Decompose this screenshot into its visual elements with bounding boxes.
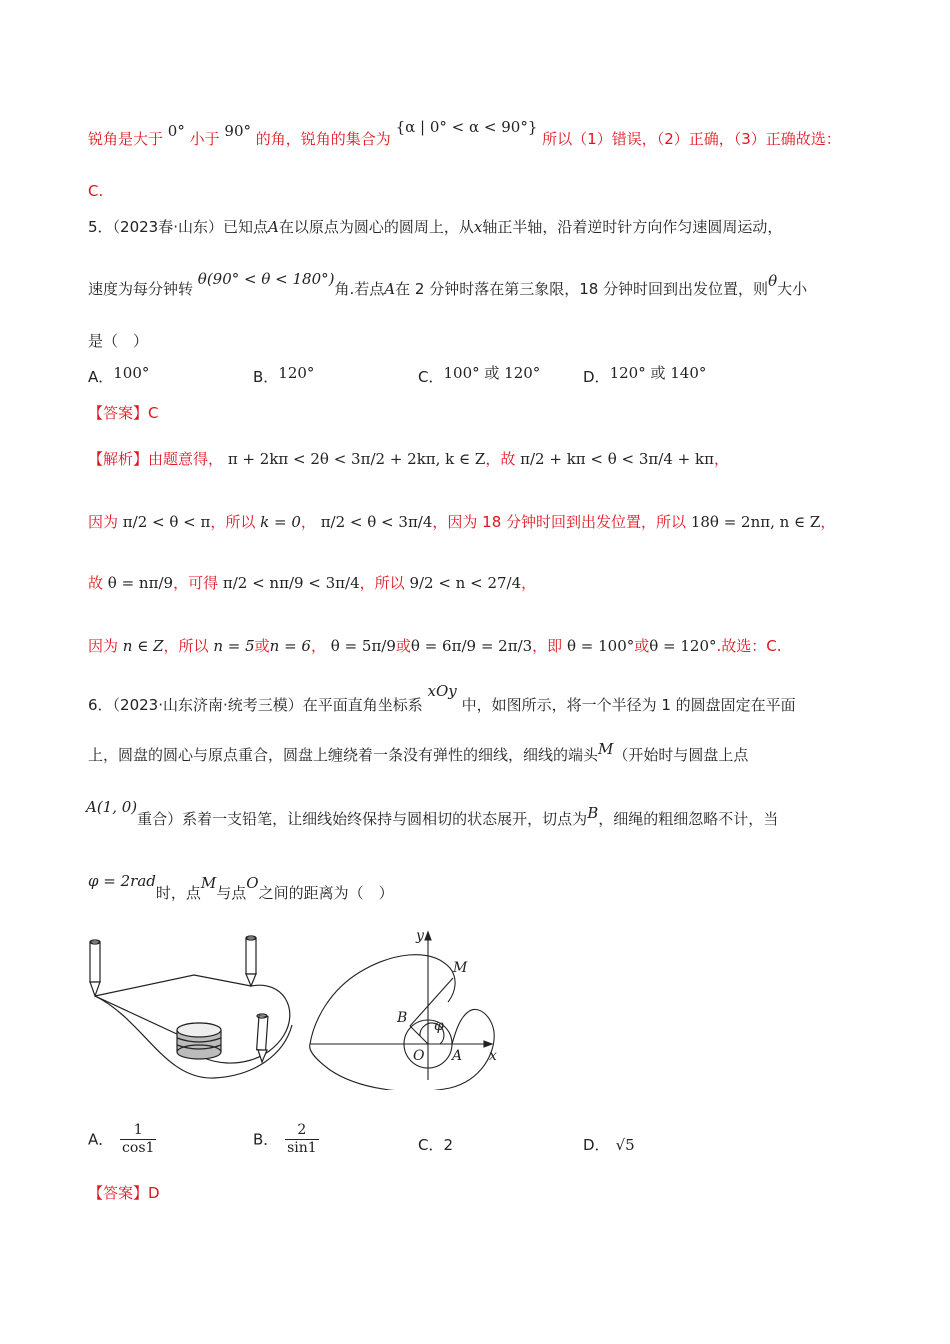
math-ninety-degree: 90° bbox=[224, 122, 252, 140]
q5-option-b[interactable] bbox=[253, 366, 314, 388]
theta-5pi9: θ = 5π/9 bbox=[330, 637, 396, 655]
intro-text-1: 锐角是大于 bbox=[88, 130, 164, 148]
option-value: 2 bbox=[443, 1136, 454, 1154]
analysis-tag: 【解析】 bbox=[88, 450, 149, 468]
analysis-text: ，可得 bbox=[173, 574, 219, 592]
involute-diagram bbox=[300, 920, 510, 1090]
denominator: sin1 bbox=[287, 1140, 317, 1156]
label-o: O bbox=[413, 1048, 425, 1064]
q5-option-a[interactable] bbox=[88, 366, 149, 388]
q5-text-2c: 在 2 分钟时落在第三象限，18 分钟时回到出发位置，则 bbox=[395, 280, 769, 298]
q5-text-1: 5．（2023春·山东）已知点 bbox=[88, 218, 268, 236]
analysis-text: ， bbox=[713, 450, 729, 468]
radius-ob bbox=[410, 1026, 428, 1044]
analysis-text: ，因为 18 分钟时回到出发位置，所以 bbox=[432, 513, 687, 531]
q6-text-1a: 6．（2023·山东济南·统考三模）在平面直角坐标系 bbox=[88, 696, 423, 714]
theta-120: θ = 120° bbox=[649, 637, 717, 655]
analysis-text: 或 bbox=[254, 637, 270, 655]
point-a: A bbox=[268, 218, 279, 236]
analysis-text: 或 bbox=[395, 637, 411, 655]
point-a-coords: A(1, 0) bbox=[86, 798, 138, 816]
option-label: A． bbox=[88, 368, 114, 386]
analysis-text: ， bbox=[820, 513, 836, 531]
analysis-text: ， bbox=[300, 513, 316, 531]
intro-answer: C. bbox=[88, 182, 104, 200]
analysis-text: ，故 bbox=[485, 450, 516, 468]
theta-symbol: θ bbox=[768, 272, 778, 290]
inequality-n: 9/2 < n < 27/4 bbox=[409, 574, 522, 592]
q6-stem-line-1 bbox=[88, 682, 870, 716]
point-a: A bbox=[384, 280, 396, 298]
option-label: D． bbox=[583, 1136, 610, 1154]
inequality-theta-narrowed: π/2 < θ < 3π/4 bbox=[320, 513, 433, 531]
option-value: √5 bbox=[615, 1136, 635, 1154]
denominator: cos1 bbox=[122, 1140, 155, 1156]
q5-answer bbox=[88, 402, 870, 424]
q6-text-1b: 中，如图所示，将一个半径为 1 的圆盘固定在平面 bbox=[461, 696, 796, 714]
inequality-theta-k: π/2 + kπ < θ < 3π/4 + kπ bbox=[520, 450, 714, 468]
option-label: D． bbox=[583, 368, 610, 386]
q6-answer bbox=[88, 1182, 870, 1204]
q6-text-4c: 之间的距离为（ ） bbox=[258, 884, 394, 902]
y-axis-arrow bbox=[425, 932, 431, 940]
n-integer: n ∈ Z bbox=[122, 637, 164, 655]
analysis-text: ， bbox=[521, 574, 537, 592]
option-label: C． bbox=[418, 1136, 444, 1154]
q6-option-d[interactable] bbox=[583, 1134, 635, 1156]
k-value: k = 0 bbox=[260, 513, 301, 531]
analysis-text: 故 bbox=[88, 574, 104, 592]
coordinate-system: xOy bbox=[427, 682, 457, 700]
intro-text-2: 小于 bbox=[189, 130, 220, 148]
option-label: B． bbox=[253, 1130, 279, 1149]
acute-angle-set: {α | 0° < α < 90°} bbox=[395, 118, 538, 136]
q6-text-3a: 重合）系着一支铅笔，让细线始终保持与圆相切的状态展开，切点为 bbox=[137, 810, 588, 828]
analysis-text: 因为 bbox=[88, 637, 119, 655]
q6-stem-line-3 bbox=[86, 798, 870, 830]
label-y: y bbox=[416, 928, 424, 944]
theta-range: θ(90° < θ < 180°) bbox=[197, 270, 335, 288]
label-m: M bbox=[453, 960, 468, 976]
label-phi: φ bbox=[434, 1018, 444, 1034]
q5-stem-line-1 bbox=[88, 216, 870, 238]
analysis-text: ，即 bbox=[532, 637, 563, 655]
intro-text-3: 的角，锐角的集合为 bbox=[255, 130, 391, 148]
analysis-text: ， bbox=[310, 637, 326, 655]
q6-stem-line-4 bbox=[88, 872, 870, 904]
answer-tag: 【答案】 bbox=[88, 1184, 149, 1202]
q6-stem-line-2 bbox=[88, 740, 870, 766]
axis-x: x bbox=[473, 218, 483, 236]
theta-formula: θ = nπ/9 bbox=[107, 574, 174, 592]
option-value: 100° bbox=[113, 364, 150, 382]
option-label: A． bbox=[88, 1130, 114, 1149]
theta-100: θ = 100° bbox=[566, 637, 635, 655]
q5-analysis-line-4 bbox=[88, 635, 870, 657]
q6-text-2a: 上，圆盘的圆心与原点重合，圆盘上缠绕着一条没有弹性的细线，细线的端头 bbox=[88, 746, 599, 764]
analysis-text: ，所以 bbox=[359, 574, 405, 592]
option-label: C． bbox=[418, 368, 444, 386]
point-b: B bbox=[587, 804, 599, 822]
q5-text-2b: 角.若点 bbox=[334, 280, 385, 298]
theta-2pi3: θ = 6π/9 = 2π/3 bbox=[410, 637, 533, 655]
analysis-text: 由题意得， bbox=[148, 450, 224, 468]
x-axis-arrow bbox=[484, 1041, 492, 1047]
numerator: 1 bbox=[120, 1122, 156, 1140]
answer-value: C bbox=[148, 404, 159, 422]
option-label: B． bbox=[253, 368, 279, 386]
point-m: M bbox=[598, 740, 614, 758]
q5-text-2d: 大小 bbox=[777, 280, 808, 298]
q5-text-1b: 在以原点为圆心的圆周上，从 bbox=[278, 218, 474, 236]
answer-value: D bbox=[148, 1184, 160, 1202]
option-value: 100° 或 120° bbox=[443, 364, 541, 382]
q6-text-2b: （开始时与圆盘上点 bbox=[613, 746, 749, 764]
tangent-line bbox=[410, 978, 453, 1026]
option-value: 120° bbox=[278, 364, 315, 382]
n-five: n = 5 bbox=[213, 637, 255, 655]
q5-stem-line-2 bbox=[88, 270, 870, 300]
point-m: M bbox=[200, 874, 217, 892]
analysis-text: 因为 bbox=[88, 513, 119, 531]
q6-option-b[interactable] bbox=[253, 1122, 321, 1157]
analysis-text: .故选：C. bbox=[716, 637, 782, 655]
analysis-text: 或 bbox=[634, 637, 650, 655]
q5-text-2a: 速度为每分钟转 bbox=[88, 280, 194, 298]
q5-text-1c: 轴正半轴，沿着逆时针方向作匀速圆周运动， bbox=[482, 218, 783, 236]
inequality-theta-range: π/2 < θ < π bbox=[122, 513, 211, 531]
inequality-2theta: π + 2kπ < 2θ < 3π/2 + 2kπ, k ∈ Z bbox=[227, 450, 486, 468]
fraction-1-cos1 bbox=[120, 1122, 156, 1157]
fraction-2-sin1 bbox=[285, 1122, 319, 1157]
math-zero-degree: 0° bbox=[167, 122, 185, 140]
q6-text-3b: ，细绳的粗细忽略不计，当 bbox=[598, 810, 779, 828]
q5-stem-line-3: 是（ ） bbox=[88, 332, 149, 350]
label-x: x bbox=[489, 1048, 497, 1064]
analysis-text: ，所以 bbox=[163, 637, 209, 655]
inequality-n-pi: π/2 < nπ/9 < 3π/4 bbox=[222, 574, 360, 592]
equation-18theta: 18θ = 2nπ, n ∈ Z bbox=[690, 513, 821, 531]
label-a: A bbox=[452, 1048, 463, 1064]
intro-text-4: 所以（1）错误，（2）正确，（3）正确故选： bbox=[542, 130, 841, 148]
intro-line bbox=[88, 118, 870, 150]
q5-analysis-line-2 bbox=[88, 511, 870, 533]
q6-text-4a: 时，点 bbox=[155, 884, 201, 902]
label-b: B bbox=[397, 1010, 408, 1026]
q6-option-a[interactable] bbox=[88, 1122, 158, 1157]
q6-option-c[interactable] bbox=[418, 1134, 453, 1156]
pencil-disk-illustration bbox=[84, 930, 299, 1080]
phi-value: φ = 2rad bbox=[88, 872, 156, 890]
q5-analysis-line-3 bbox=[88, 572, 870, 594]
q5-option-d[interactable] bbox=[583, 366, 706, 388]
n-six: n = 6 bbox=[269, 637, 311, 655]
answer-tag: 【答案】 bbox=[88, 404, 149, 422]
numerator: 2 bbox=[285, 1122, 319, 1140]
q5-option-c[interactable] bbox=[418, 366, 540, 388]
q5-analysis-line-1 bbox=[88, 448, 870, 470]
analysis-text: ，所以 bbox=[210, 513, 256, 531]
option-value: 120° 或 140° bbox=[609, 364, 707, 382]
point-o: O bbox=[246, 874, 259, 892]
q6-text-4b: 与点 bbox=[216, 884, 247, 902]
